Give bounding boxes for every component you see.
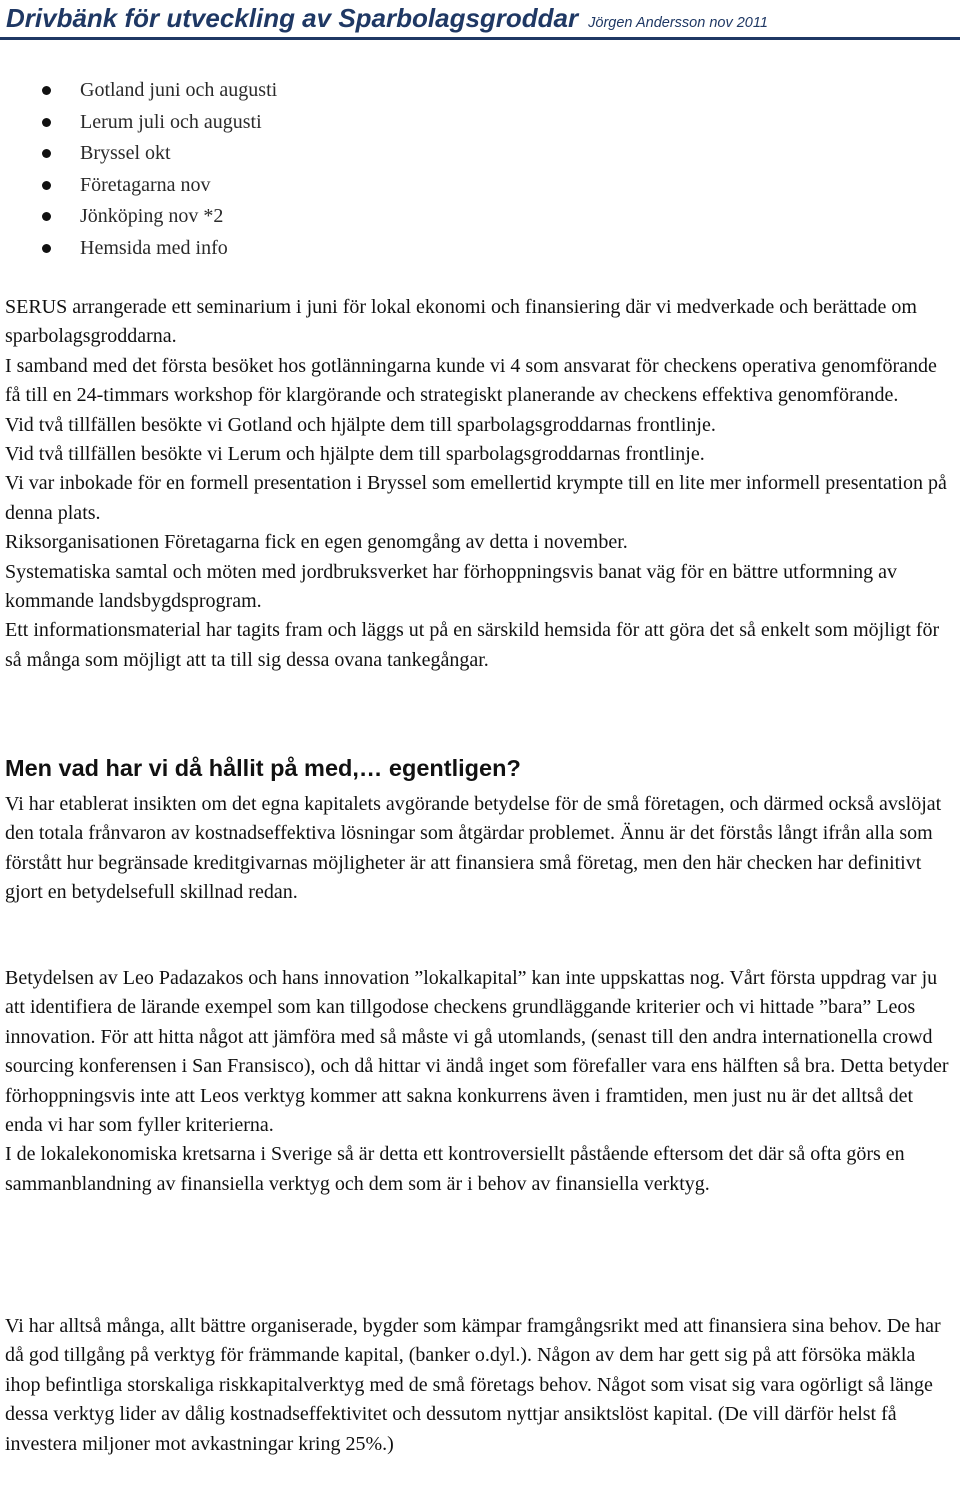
bullet-icon <box>42 181 51 190</box>
section-paragraph-leo <box>5 964 955 1199</box>
paragraph-leo: Betydelsen av Leo Padazakos och hans innovation ”lokalkapital” kan inte uppskattas nog. Vårt första uppdrag var ju att identifiera de lärande exempel som kan tillgodose checkens grundläggande kriterier och vi hittade ”bara” Leos innovation. För att hitta något att jämföra med så måste vi gå utomlands, (senast till den andra internationella crowd sourcing konferensen i San Fransisco), och då hittar vi ändå inget som förefaller vara ens hälften så bra. Detta betyder förhoppningsvis inte att Leos verktyg kommer att sakna konkurrens även i framtiden, men just nu är det alltså det enda vi har som fyller kriterierna. <box>5 967 949 1137</box>
paragraph-gotland-visits: Vid två tillfällen besökte vi Gotland och hjälpte dem till sparbolagsgroddarnas frontlinje. <box>5 413 716 436</box>
section-paragraph-bygder <box>5 1312 955 1459</box>
activity-list <box>0 75 960 264</box>
paragraph-foretagarna: Riksorganisationen Företagarna fick en egen genomgång av detta i november. <box>5 531 628 554</box>
list-item-label: Jönköping nov *2 <box>80 205 224 227</box>
list-item <box>0 201 960 233</box>
bullet-icon <box>42 212 51 221</box>
list-item <box>0 75 960 107</box>
activities-section <box>5 293 955 675</box>
document-title: Drivbänk för utveckling av Sparbolagsgroddar <box>6 3 579 33</box>
paragraph-gotland-workshop: I samband med det första besöket hos gotlänningarna kunde vi 4 som ansvarat för checkens operativa genomförande få till en 24-timmars workshop för klargörande och strategiskt planerande av checkens effektiva genomförande. <box>5 354 937 407</box>
list-item-label: Bryssel okt <box>80 142 171 164</box>
paragraph-lokalekonomiska: I de lokalekonomiska kretsarna i Sverige så är detta ett kontroversiellt påstående eftersom det där så ofta görs en sammanblandning av finansiella verktyg och dem som är i behov av finansiella verktyg. <box>5 1143 905 1195</box>
list-item <box>0 138 960 170</box>
list-item-label: Företagarna nov <box>80 173 211 196</box>
paragraph-serus: SERUS arrangerade ett seminarium i juni för lokal ekonomi och finansiering där vi medverkade och berättade om sparbolagsgroddarna. <box>5 296 917 348</box>
list-item <box>0 233 960 265</box>
bullet-icon <box>42 86 51 95</box>
section-heading: Men vad har vi då hållit på med,… egentligen? <box>5 755 521 781</box>
list-item-label: Lerum juli och augusti <box>80 110 262 133</box>
list-item <box>0 170 960 202</box>
bullet-icon <box>42 118 51 127</box>
page-header <box>0 0 960 36</box>
section-paragraph-insikt <box>5 790 955 908</box>
paragraph-lerum-visits: Vid två tillfällen besökte vi Lerum och hjälpte dem till sparbolagsgroddarnas frontlinje. <box>5 443 705 466</box>
author-date: Jörgen Andersson nov 2011 <box>588 15 768 31</box>
paragraph-bryssel: Vi var inbokade för en formell presentation i Bryssel som emellertid krympte till en lite mer informell presentation på denna plats. <box>5 472 947 524</box>
list-item-label: Hemsida med info <box>80 236 228 259</box>
paragraph-informationsmaterial: Ett informationsmaterial har tagits fram och läggs ut på en särskild hemsida för att göra det så enkelt som möjligt för så många som möjligt att ta till sig dessa ovana tankegångar. <box>5 619 940 671</box>
bullet-icon <box>42 244 51 253</box>
paragraph-bygder: Vi har alltså många, allt bättre organiserade, bygder som kämpar framgångsrikt med att finansiera sina behov. De har då god tillgång på verktyg för främmande kapital, (banker o.dyl.). Någon av dem har gett sig på att försöka mäkla ihop befintliga storskaliga riskkapitalverktyg med de små företags behov. Något som visat sig vara ogörligt så länge dessa verktyg lider av dålig kostnadseffektivitet och dessutom nyttjar ansiktslöst kapital. (De vill därför helst få investera miljoner mot avkastningar kring 25%.) <box>5 1315 941 1455</box>
bullet-icon <box>42 149 51 158</box>
list-item <box>0 107 960 139</box>
paragraph-insikt: Vi har etablerat insikten om det egna kapitalets avgörande betydelse för de små företagen, och därmed också avslöjat den totala frånvaron av kostnadseffektiva lösningar som åtgärdar problemet. Ännu är det förstås långt ifrån alla som förstått hur begränsade kreditgivarnas möjligheter är att finansiera små företag, men den här checken har definitivt gjort en betydelsefull skillnad redan. <box>5 793 942 904</box>
header-rule <box>0 37 960 40</box>
paragraph-jordbruksverket: Systematiska samtal och möten med jordbruksverket har förhoppningsvis banat väg för en bättre utformning av kommande landsbygdsprogram. <box>5 560 898 613</box>
list-item-label: Gotland juni och augusti <box>80 79 278 101</box>
